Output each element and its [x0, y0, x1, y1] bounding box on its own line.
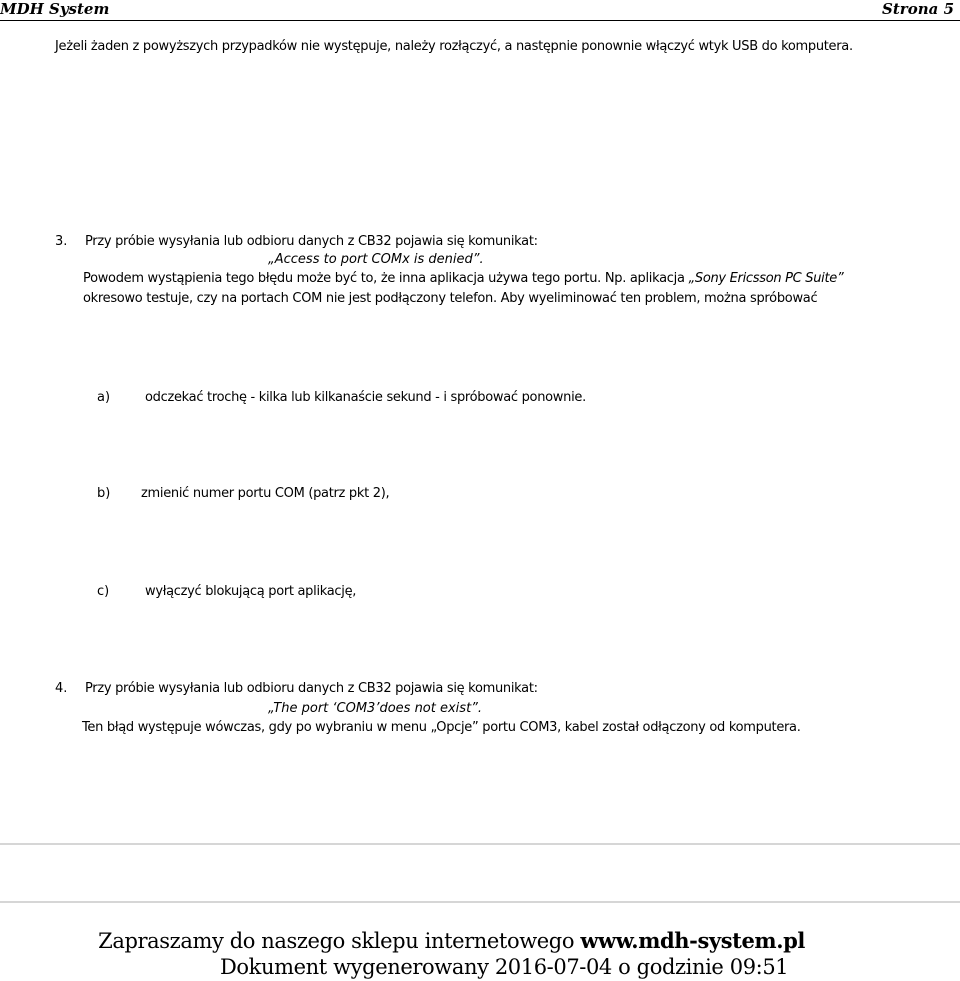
footer-divider-top — [0, 843, 960, 845]
intro-paragraph: Jeżeli żaden z powyższych przypadków nie występuje, należy rozłączyć, a następnie ponownie włączyć wtyk USB do komputera. — [55, 39, 853, 54]
section3-app-name: „Sony Ericsson PC Suite” — [688, 271, 844, 286]
section3-number: 3. — [55, 234, 68, 249]
option-a-text: odczekać trochę - kilka lub kilkanaście sekund - i spróbować ponownie. — [145, 390, 586, 405]
option-b-text: zmienić numer portu COM (patrz pkt 2), — [141, 486, 390, 501]
option-a-marker: a) — [97, 390, 111, 405]
page-number: Strona 5 — [882, 0, 954, 18]
footer-invite-text: Zapraszamy do naszego sklepu internetowego — [98, 929, 581, 953]
section3-line2: okresowo testuje, czy na portach COM nie jest podłączony telefon. Aby wyeliminować ten problem, można spróbować — [83, 291, 818, 306]
shop-link[interactable]: www.mdh-system.pl — [580, 928, 805, 953]
section3-error-message: „Access to port COMx is denied”. — [268, 252, 484, 267]
option-c-text: wyłączyć blokującą port aplikację, — [145, 584, 357, 599]
footer-divider-bottom — [0, 901, 960, 903]
section3-explanation — [83, 270, 843, 288]
section4-error-message: „The port ‘COM3’does not exist”. — [268, 701, 483, 716]
page-header — [0, 0, 960, 21]
footer-invite — [98, 928, 805, 954]
footer-generated: Dokument wygenerowany 2016-07-04 o godzinie 09:51 — [220, 955, 789, 979]
section3-heading: Przy próbie wysyłania lub odbioru danych z CB32 pojawia się komunikat: — [85, 234, 538, 249]
section4-number: 4. — [55, 681, 68, 696]
option-c-marker: c) — [97, 584, 110, 599]
section4-explanation: Ten błąd występuje wówczas, gdy po wybraniu w menu „Opcje” portu COM3, kabel został odłączony od komputera. — [82, 720, 801, 735]
section4-heading: Przy próbie wysyłania lub odbioru danych z CB32 pojawia się komunikat: — [85, 681, 538, 696]
section3-line1: Powodem wystąpienia tego błędu może być to, że inna aplikacja używa tego portu. Np. aplikacja — [83, 271, 689, 286]
header-title: MDH System — [0, 0, 110, 18]
option-b-marker: b) — [97, 486, 111, 501]
